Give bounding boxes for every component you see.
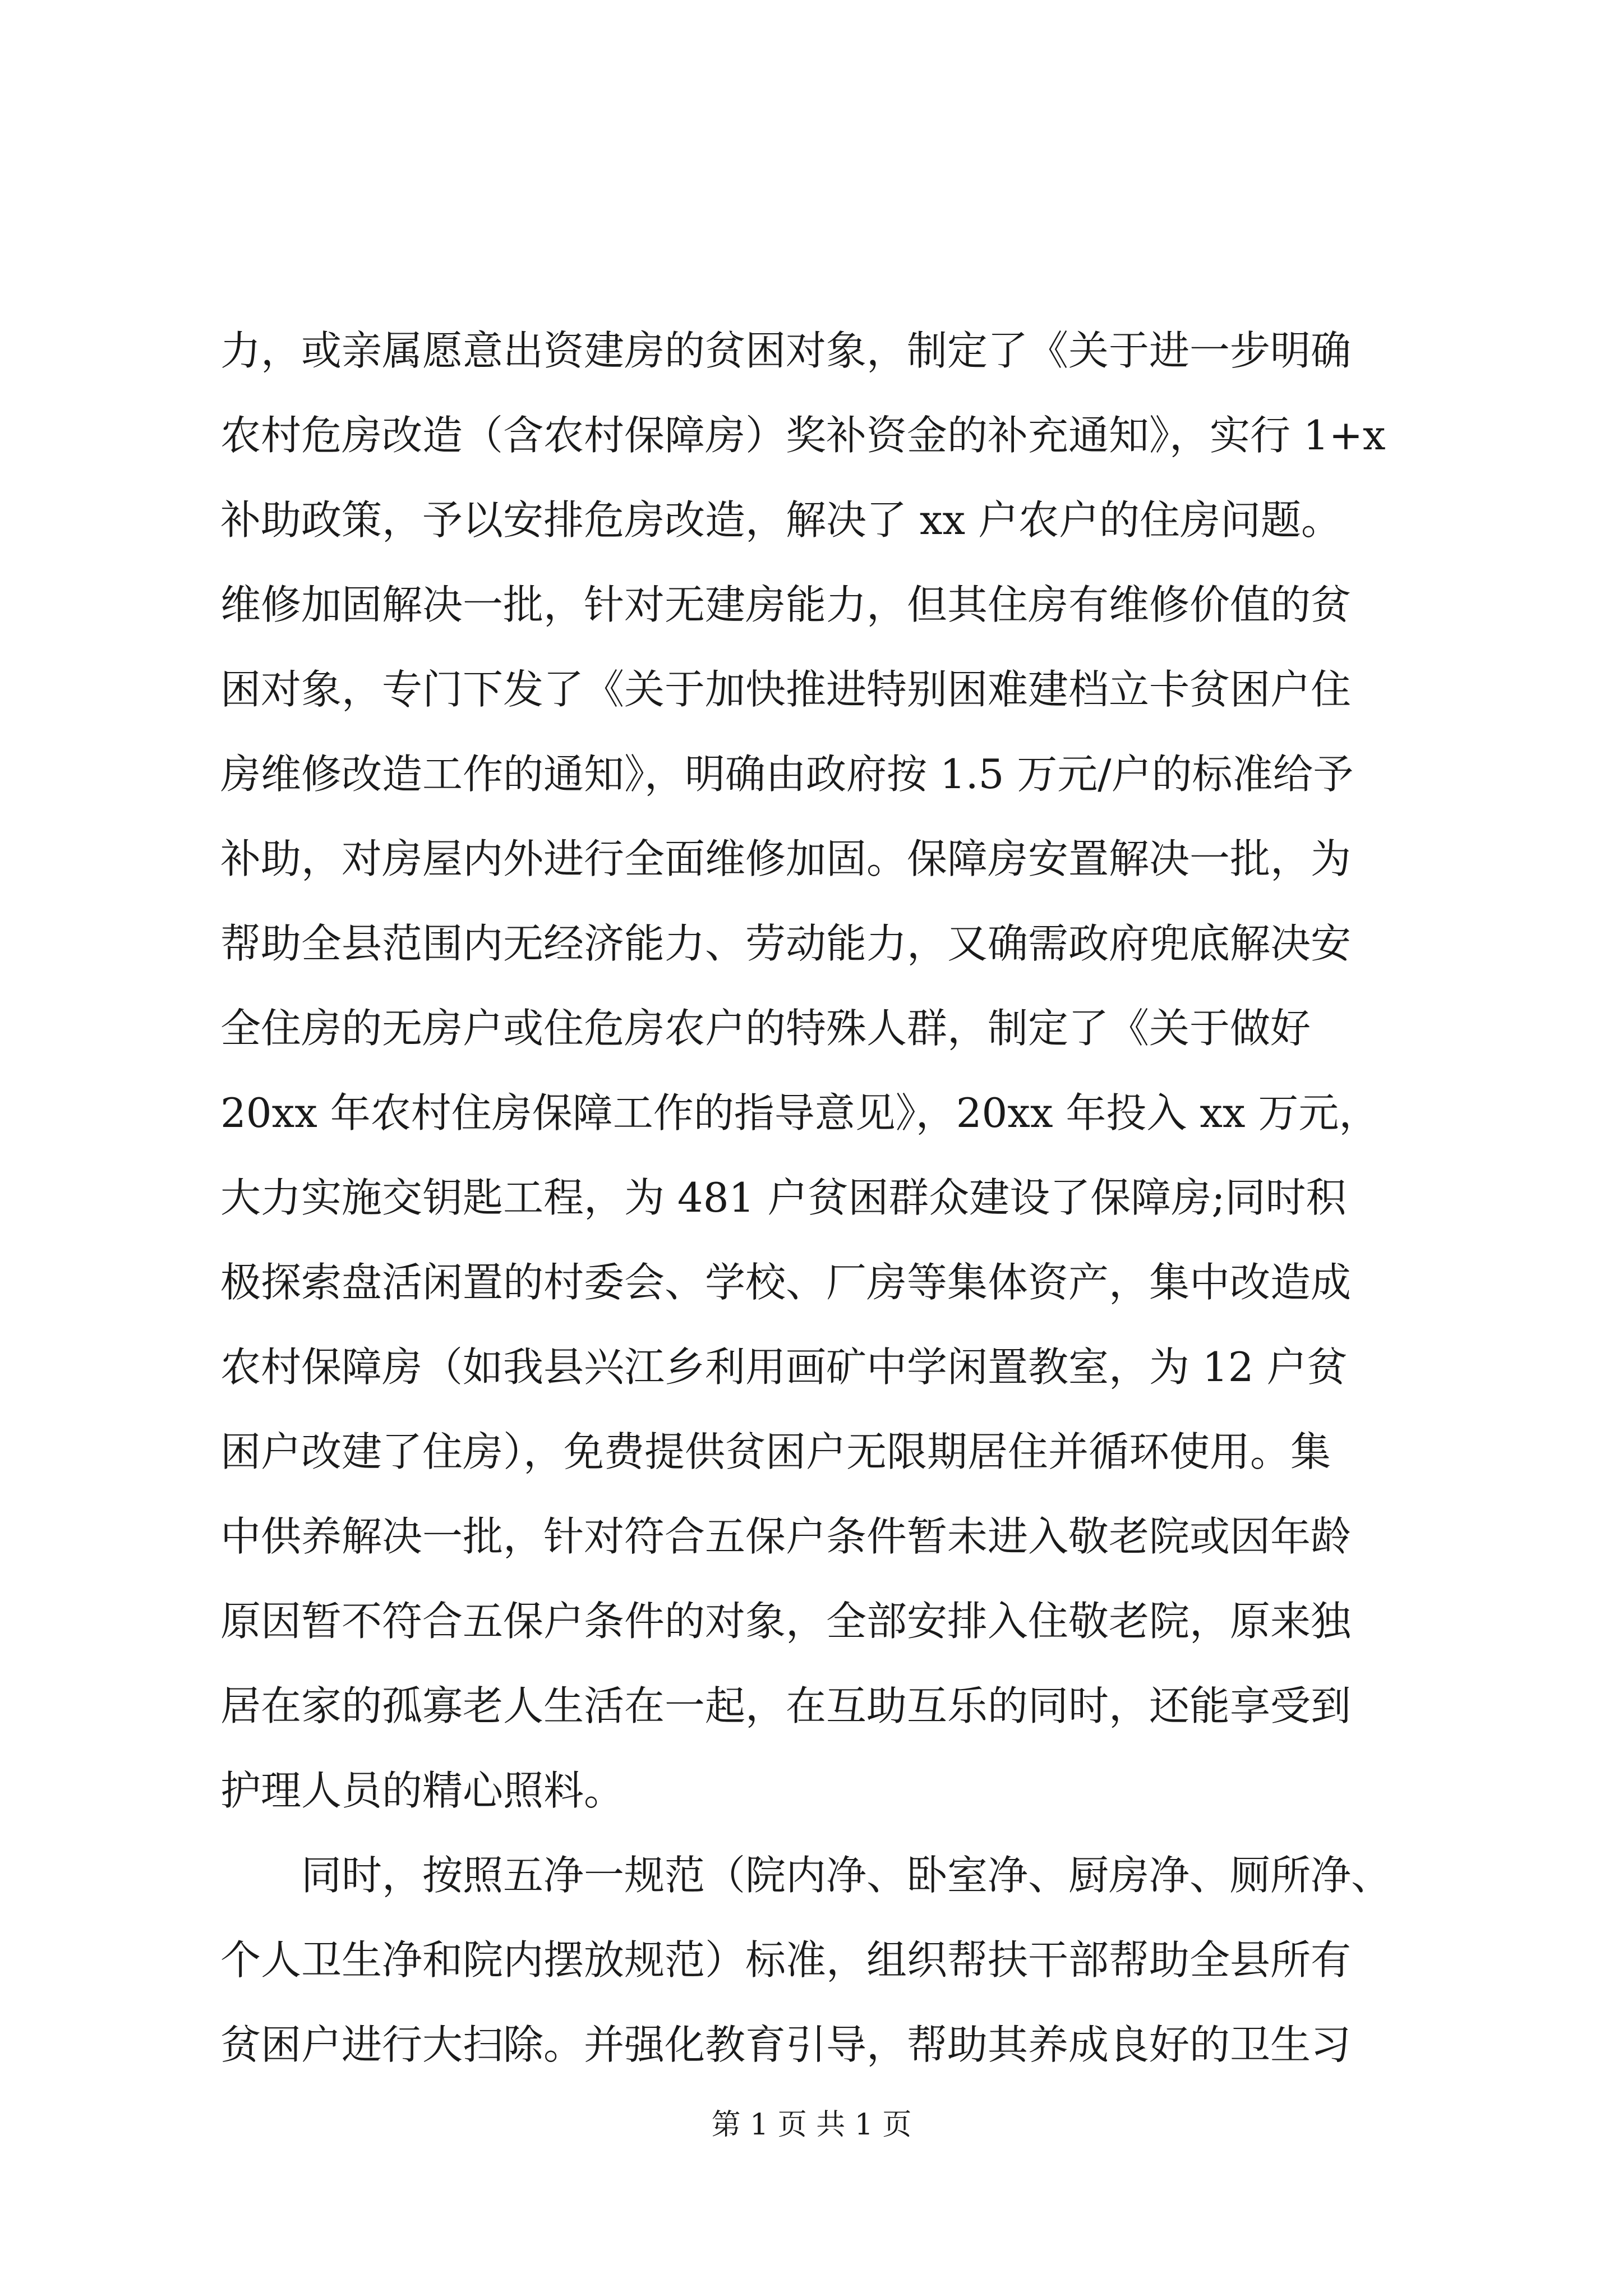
text-line: 同时，按照五净一规范（院内净、卧室净、厨房净、厕所净、 — [220, 1852, 1392, 1899]
text-line: 力，或亲属愿意出资建房的贫困对象，制定了《关于进一步明确 — [220, 327, 1352, 374]
text-line: 居在家的孤寡老人生活在一起，在互助互乐的同时，还能享受到 — [220, 1682, 1352, 1729]
text-line: 困户改建了住房），免费提供贫困户无限期居住并循环使用。集 — [220, 1428, 1331, 1475]
text-line: 维修加固解决一批，针对无建房能力，但其住房有维修价值的贫 — [220, 581, 1352, 628]
text-line: 全住房的无房户或住危房农户的特殊人群，制定了《关于做好 — [220, 1005, 1311, 1052]
text-line: 大力实施交钥匙工程，为 481 户贫困群众建设了保障房;同时积 — [220, 1174, 1347, 1221]
page-number: 第 1 页 共 1 页 — [711, 2108, 912, 2142]
text-line: 极探索盘活闲置的村委会、学校、厂房等集体资产，集中改造成 — [220, 1259, 1352, 1306]
text-line: 农村保障房（如我县兴江乡利用画矿中学闲置教室，为 12 户贫 — [220, 1343, 1348, 1391]
text-line: 帮助全县范围内无经济能力、劳动能力，又确需政府兜底解决安 — [220, 920, 1352, 967]
text-line: 20xx 年农村住房保障工作的指导意见》，20xx 年投入 xx 万元， — [220, 1089, 1380, 1137]
text-line: 农村危房改造（含农村保障房）奖补资金的补充通知》，实行 1+x — [220, 412, 1386, 459]
text-line: 房维修改造工作的通知》，明确由政府按 1.5 万元/户的标准给予 — [220, 751, 1354, 798]
text-line: 补助，对房屋内外进行全面维修加固。保障房安置解决一批，为 — [220, 835, 1352, 882]
text-line: 贫困户进行大扫除。并强化教育引导，帮助其养成良好的卫生习 — [220, 2021, 1352, 2068]
text-line: 补助政策，予以安排危房改造，解决了 xx 户农户的住房问题。 — [220, 496, 1341, 544]
text-line: 困对象，专门下发了《关于加快推进特别困难建档立卡贫困户住 — [220, 666, 1352, 713]
text-line: 原因暂不符合五保户条件的对象，全部安排入住敬老院，原来独 — [220, 1598, 1352, 1645]
text-line: 个人卫生净和院内摆放规范）标准，组织帮扶干部帮助全县所有 — [220, 1936, 1352, 1984]
text-line: 中供养解决一批，针对符合五保户条件暂未进入敬老院或因年龄 — [220, 1513, 1352, 1560]
text-line: 护理人员的精心照料。 — [220, 1767, 625, 1814]
